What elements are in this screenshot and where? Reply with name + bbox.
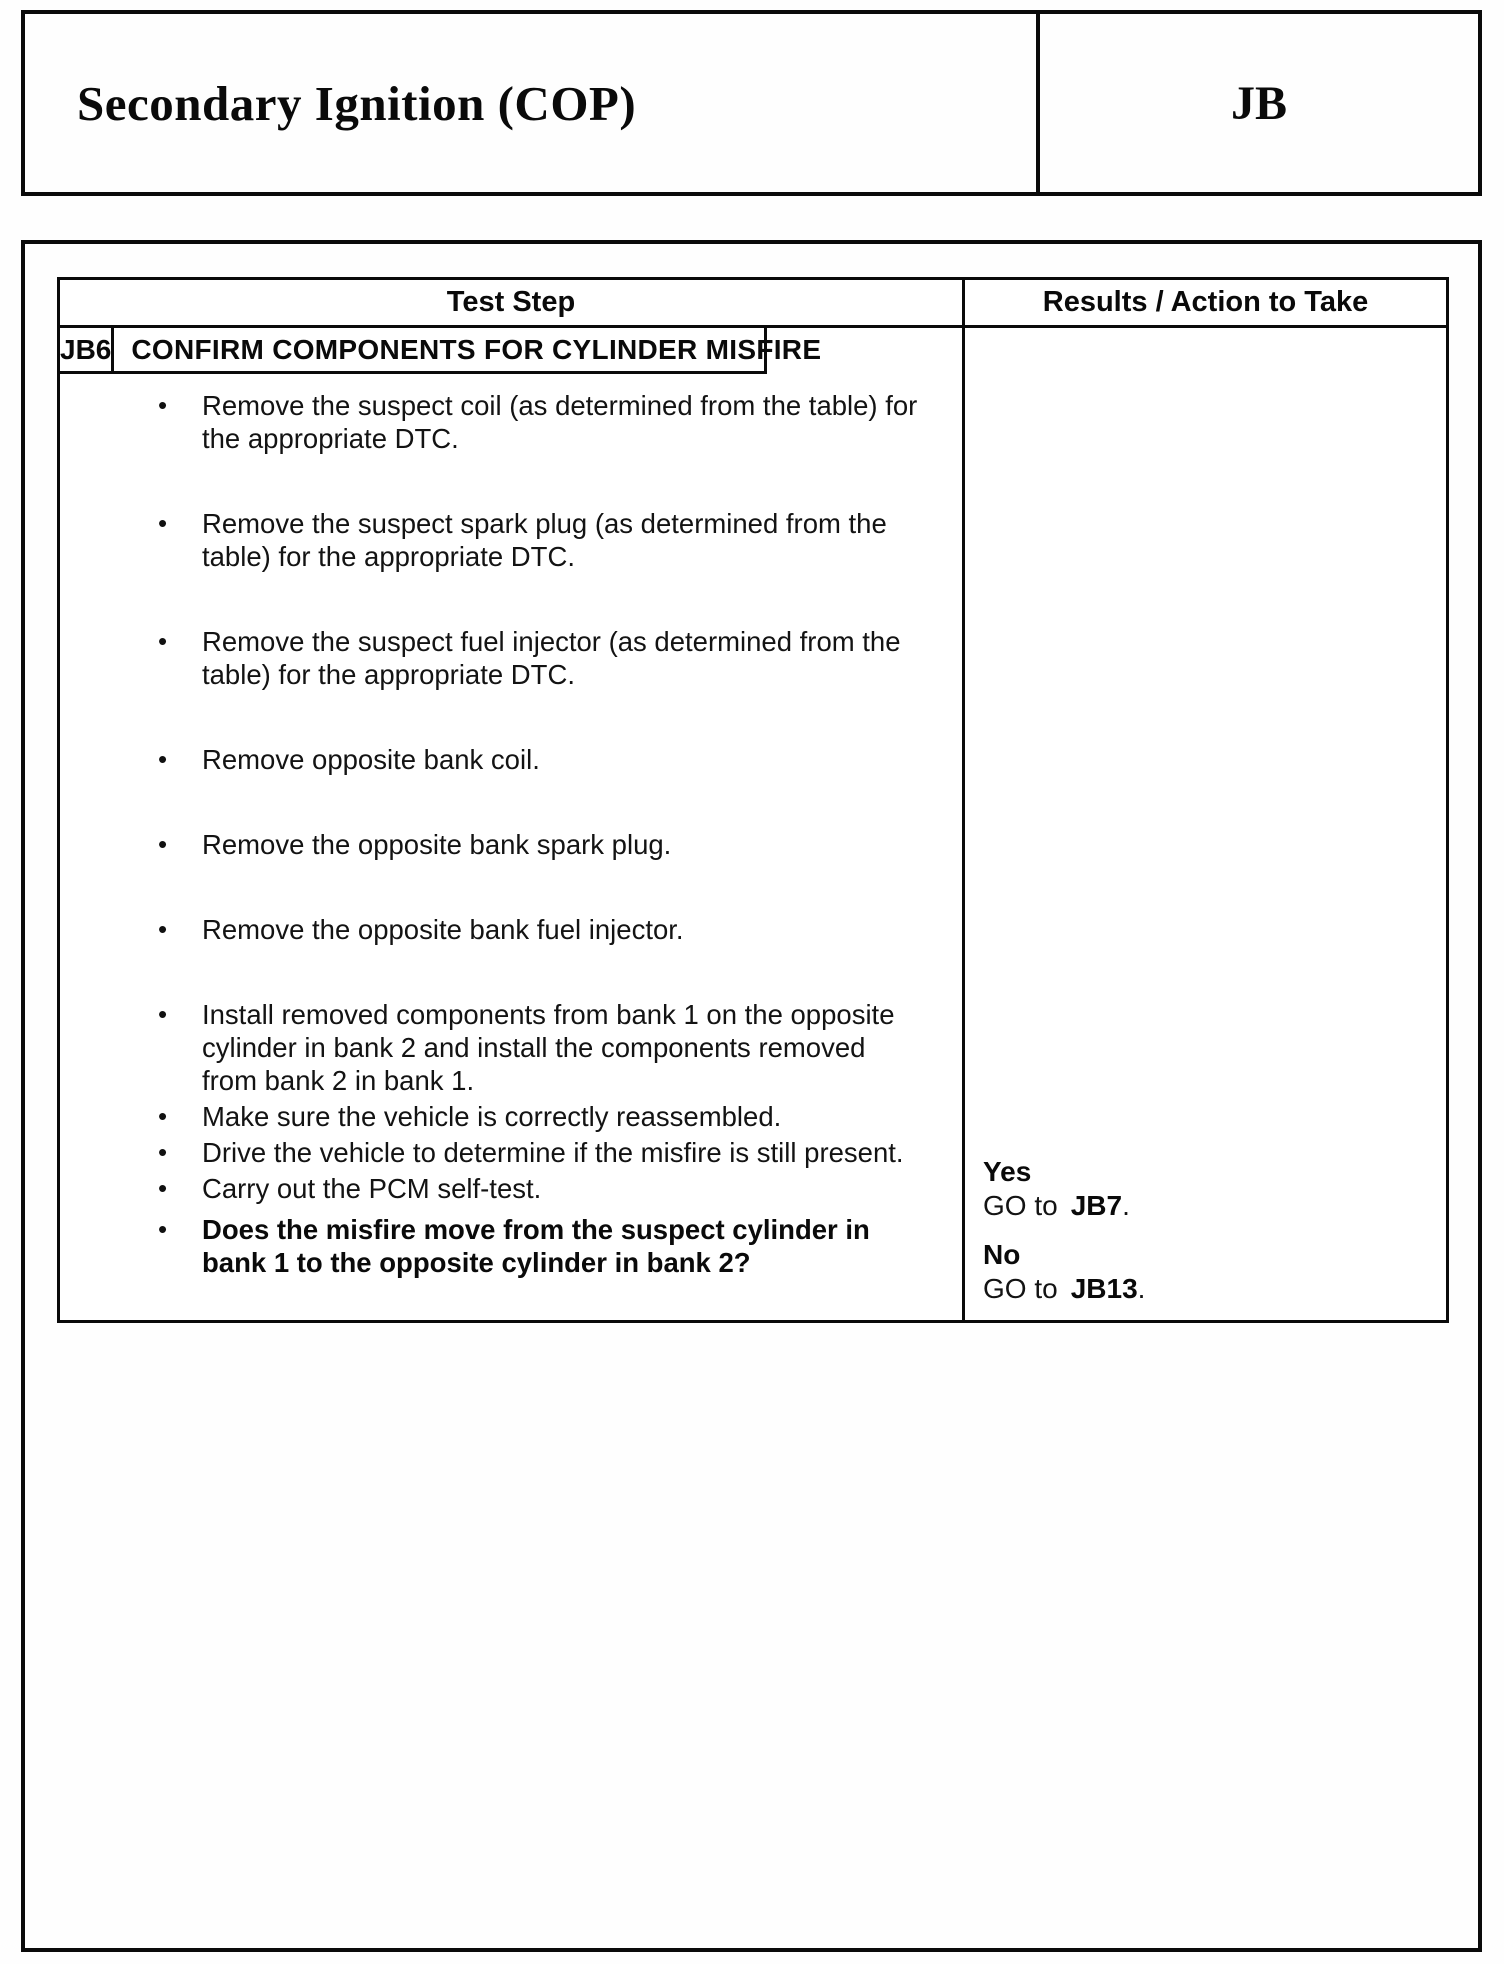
bullet-text: Remove the opposite bank spark plug. [202, 829, 672, 860]
content-box [21, 240, 1482, 1952]
result-period: . [1137, 1273, 1146, 1304]
result-target-step: JB7 [1070, 1190, 1123, 1221]
result-action [983, 1272, 1436, 1306]
bullet-text: Remove the suspect spark plug (as determined from the table) for the appropriate DTC. [202, 508, 887, 572]
result-entry [983, 1238, 1436, 1306]
bullet-text: Install removed components from bank 1 on the opposite cylinder in bank 2 and install the components removed from bank 2 in bank 1. [202, 999, 895, 1096]
bullet-text: Remove the suspect coil (as determined from the table) for the appropriate DTC. [202, 390, 918, 454]
test-step-bullet [60, 828, 962, 861]
bullet-text: Drive the vehicle to determine if the misfire is still present. [202, 1137, 904, 1168]
bullet-dot-icon: • [158, 744, 168, 774]
result-answer: Yes [983, 1156, 1032, 1187]
bullet-text: Remove the opposite bank fuel injector. [202, 914, 684, 945]
bullet-dot-icon: • [158, 1214, 168, 1244]
step-id: JB6 [60, 328, 114, 371]
test-step-bullet [60, 507, 962, 573]
step-title: CONFIRM COMPONENTS FOR CYLINDER MISFIRE [131, 333, 822, 365]
bullet-text: Remove the suspect fuel injector (as determined from the table) for the appropriate DTC. [202, 626, 901, 690]
test-step-bullet [60, 743, 962, 776]
test-step-bullet [60, 998, 962, 1097]
test-step-bullet [60, 1172, 962, 1205]
result-period: . [1122, 1190, 1130, 1221]
bullet-dot-icon: • [158, 508, 168, 538]
step-header-band [60, 328, 822, 374]
bullet-dot-icon: • [158, 914, 168, 944]
table-header-row [60, 280, 1446, 328]
test-step-column [60, 328, 965, 1320]
result-action [983, 1189, 1436, 1223]
results-column [965, 328, 1446, 1320]
bullet-dot-icon: • [158, 1173, 168, 1203]
test-step-bullet [60, 1136, 962, 1169]
test-step-bullet [60, 389, 962, 455]
bullet-text: Remove opposite bank coil. [202, 744, 540, 775]
test-table [57, 277, 1449, 1323]
bullet-dot-icon: • [158, 1137, 168, 1167]
result-target-step: JB13 [1070, 1273, 1138, 1304]
test-step-bullet [60, 1100, 962, 1133]
title-cell [25, 14, 1036, 192]
bullet-text: Carry out the PCM self-test. [202, 1173, 542, 1204]
bullet-dot-icon: • [158, 1101, 168, 1131]
bullet-dot-icon: • [158, 626, 168, 656]
test-step-bullet [60, 913, 962, 946]
section-code: JB [1036, 14, 1478, 192]
result-answer: No [983, 1239, 1021, 1270]
bullet-text: Does the misfire move from the suspect cylinder in bank 1 to the opposite cylinder in bank 2? [202, 1214, 870, 1278]
table-body-row [60, 328, 1446, 1320]
page-title: Secondary Ignition (COP) [77, 75, 637, 131]
result-action-text: GO to [983, 1190, 1058, 1221]
page-header [21, 10, 1482, 196]
bullet-list [60, 389, 962, 1279]
bullet-dot-icon: • [158, 390, 168, 420]
bullet-dot-icon: • [158, 999, 168, 1029]
result-entry [983, 1155, 1436, 1223]
result-action-text: GO to [983, 1273, 1058, 1304]
column-header-test-step: Test Step [60, 280, 965, 325]
bullet-dot-icon: • [158, 829, 168, 859]
results-block [983, 1140, 1436, 1306]
bullet-text: Make sure the vehicle is correctly reassembled. [202, 1101, 782, 1132]
test-step-bullet [60, 625, 962, 691]
column-header-results: Results / Action to Take [1042, 286, 1369, 318]
test-step-bullet [60, 1213, 962, 1279]
